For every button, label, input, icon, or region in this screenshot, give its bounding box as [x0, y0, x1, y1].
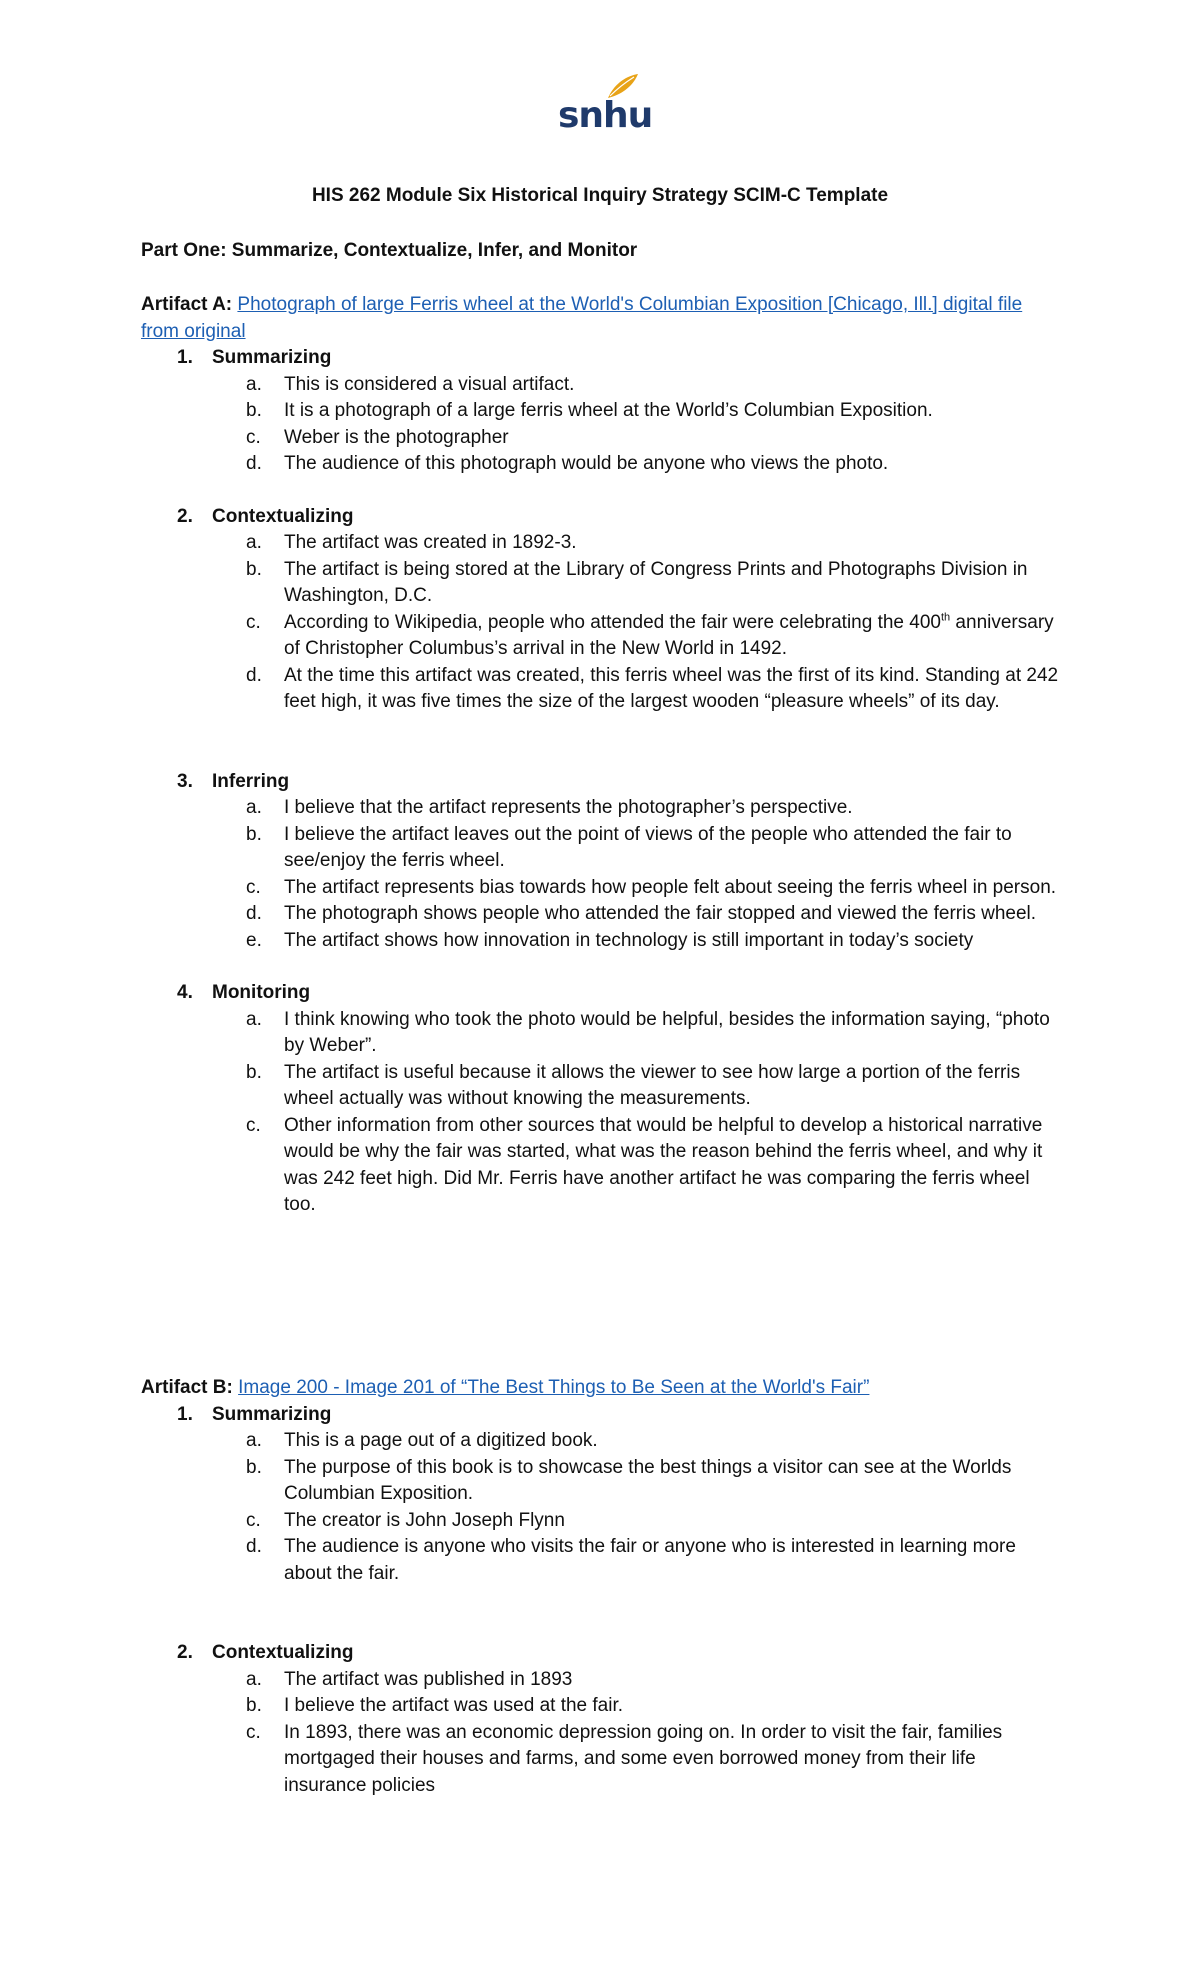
list-item: b. I believe the artifact leaves out the point of views of the people who attended the fair to see/enjoy the ferris wheel.: [246, 823, 1012, 871]
list-item: d. The audience is anyone who visits the fair or anyone who is interested in learning more about the fair.: [246, 1536, 1016, 1584]
part-title: Part One: Summarize, Contextualize, Infer, and Monitor: [141, 240, 638, 261]
list-item: a. This is considered a visual artifact.: [246, 373, 575, 395]
section-heading: 3. Inferring: [177, 770, 290, 792]
list-item: c. According to Wikipedia, people who attended the fair were celebrating the 400th anniversary of Christopher Columbus’s arrival in the New World in 1492.: [246, 611, 1054, 659]
list-item: c. The creator is John Joseph Flynn: [246, 1509, 565, 1531]
artifact-a-heading: [141, 292, 1061, 345]
list-item: b. It is a photograph of a large ferris wheel at the World’s Columbian Exposition.: [246, 400, 933, 421]
artifact-a-label: Artifact A:: [141, 294, 233, 315]
list-item: a. The artifact was published in 1893: [246, 1668, 573, 1690]
document-title: HIS 262 Module Six Historical Inquiry Strategy SCIM-C Template: [311, 185, 889, 206]
artifact-b-contextualizing: [141, 1640, 1061, 1799]
list-item: c. Weber is the photographer: [246, 426, 509, 448]
artifact-a-link[interactable]: Photograph of large Ferris wheel at the World's Columbian Exposition [Chicago, Ill.] digital file from original: [141, 294, 1023, 342]
list-item: a. The artifact was created in 1892-3.: [246, 532, 577, 553]
snhu-logo: [558, 72, 653, 136]
section-heading: 2. Contextualizing: [177, 505, 354, 527]
list-item: a. I think knowing who took the photo would be helpful, besides the information saying, “photo by Weber”.: [246, 1008, 1050, 1056]
artifact-a-summarizing: [141, 345, 1061, 478]
list-item: b. The artifact is useful because it allows the viewer to see how large a portion of the ferris wheel actually was without knowing the measurements.: [246, 1061, 1021, 1109]
section-heading: 1. Summarizing: [177, 347, 332, 368]
list-item: b. The purpose of this book is to showcase the best things a visitor can see at the Worlds Columbian Exposition.: [246, 1456, 1012, 1504]
list-item: b. I believe the artifact was used at the fair.: [246, 1695, 624, 1716]
list-item: c. In 1893, there was an economic depression going on. In order to visit the fair, families mortgaged their houses and farms, and some even borrowed money from their life insurance policies: [246, 1721, 1003, 1796]
list-item: a. I believe that the artifact represents the photographer’s perspective.: [246, 797, 853, 818]
list-item: d. At the time this artifact was created, this ferris wheel was the first of its kind. Standing at 242 feet high, it was five times the size of the largest wooden “pleasure wheels” of its day.: [246, 664, 1059, 712]
section-heading: 1. Summarizing: [177, 1403, 332, 1425]
list-item: c. Other information from other sources that would be helpful to develop a historical narrative would be why the fair was started, what was the reason behind the ferris wheel, and why it was 242 feet high. Did Mr. Ferris have another artifact he was comparing the ferris wheel too.: [246, 1114, 1043, 1215]
artifact-b-heading: [141, 1375, 1061, 1402]
artifact-b-link[interactable]: Image 200 - Image 201 of “The Best Things to Be Seen at the World's Fair”: [238, 1377, 870, 1398]
list-item: e. The artifact shows how innovation in technology is still important in today’s society: [246, 929, 974, 951]
artifact-b-label: Artifact B:: [141, 1377, 233, 1398]
artifact-a-inferring: [141, 769, 1061, 955]
artifact-a: [141, 292, 1061, 1219]
artifact-a-monitoring: [141, 980, 1061, 1219]
section-heading: 4. Monitoring: [177, 982, 311, 1003]
section-heading: 2. Contextualizing: [177, 1642, 354, 1663]
artifact-b-summarizing: [141, 1402, 1061, 1588]
list-item: b. The artifact is being stored at the Library of Congress Prints and Photographs Division in Washington, D.C.: [246, 558, 1028, 606]
artifact-b: [141, 1375, 1061, 1799]
list-item: a. This is a page out of a digitized book.: [246, 1430, 598, 1451]
list-item: c. The artifact represents bias towards how people felt about seeing the ferris wheel in person.: [246, 876, 1057, 898]
artifact-a-contextualizing: [141, 504, 1061, 716]
logo-wordmark: snhu: [558, 95, 653, 136]
list-item: d. The photograph shows people who attended the fair stopped and viewed the ferris wheel.: [246, 903, 1037, 924]
list-item: d. The audience of this photograph would be anyone who views the photo.: [246, 453, 889, 474]
